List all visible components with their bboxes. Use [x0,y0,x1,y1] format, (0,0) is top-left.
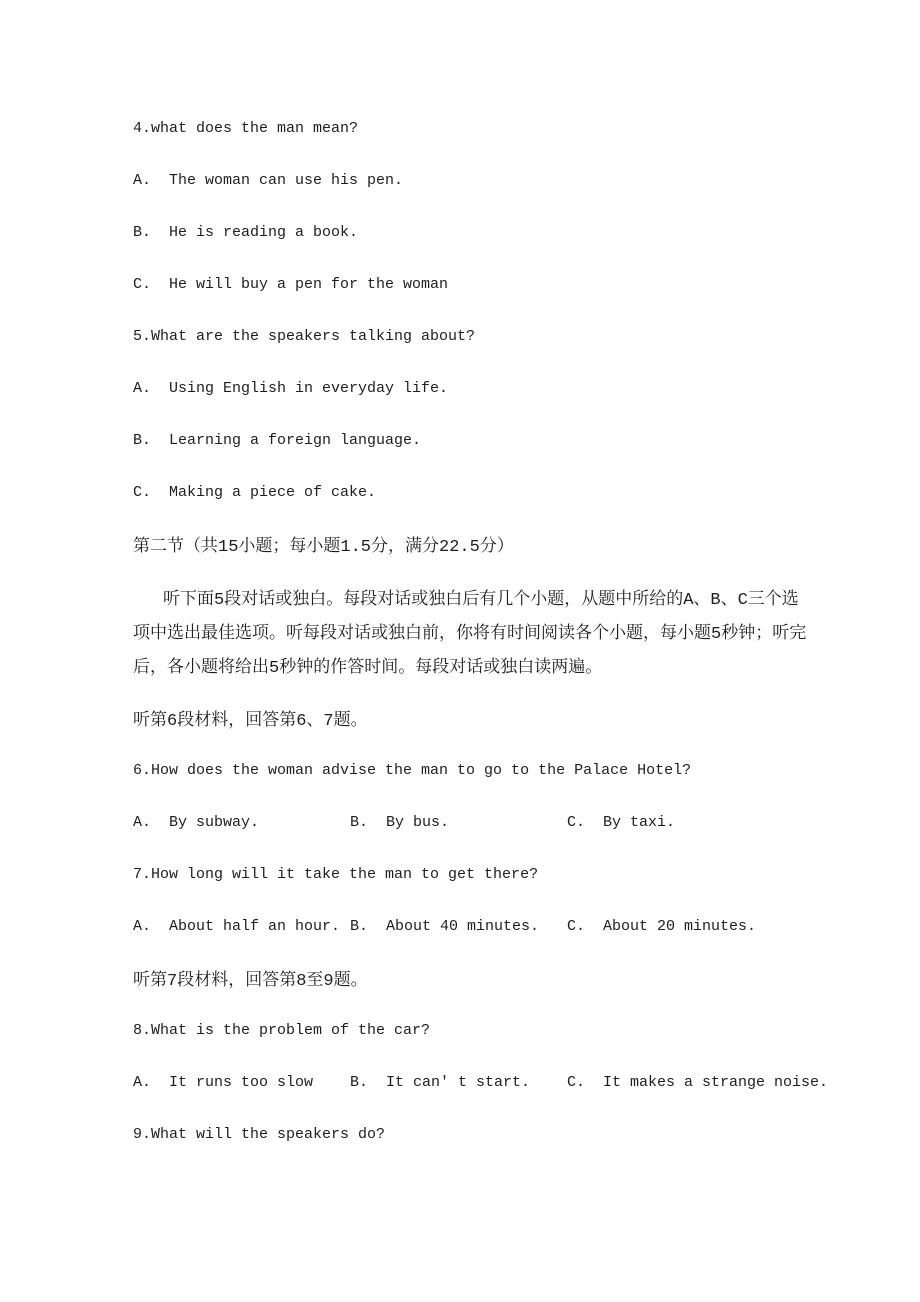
question-8-option-b: B. It can' t start. [350,1073,531,1091]
question-5-option-a: A. Using English in everyday life. [133,379,449,397]
section-2-instructions-line-1: 听下面5段对话或独白。每段对话或独白后有几个小题，从题中所给的A、B、C三个选 [163,591,799,610]
question-4-option-a: A. The woman can use his pen. [133,171,404,189]
question-7-option-c: C. About 20 minutes. [567,917,757,935]
question-4-option-b: B. He is reading a book. [133,223,359,241]
question-6-option-b: B. By bus. [350,813,450,831]
question-7-option-b: B. About 40 minutes. [350,917,540,935]
question-6-text: 6.How does the woman advise the man to go to the Palace Hotel? [133,761,692,779]
question-9-text: 9.What will the speakers do? [133,1125,386,1143]
question-8-text: 8.What is the problem of the car? [133,1021,431,1039]
question-8-options-row [133,1056,920,1108]
material-6-prompt: 听第6段材料，回答第6、7题。 [133,712,368,731]
section-2-heading: 第二节（共15小题；每小题1.5分，满分22.5分） [133,538,514,557]
question-7-text: 7.How long will it take the man to get there? [133,865,539,883]
question-4-option-c: C. He will buy a pen for the woman [133,275,449,293]
question-5-option-c: C. Making a piece of cake. [133,483,377,501]
material-7-prompt: 听第7段材料，回答第8至9题。 [133,972,368,991]
question-5-option-b: B. Learning a foreign language. [133,431,422,449]
spacer [133,682,920,692]
question-4-text: 4.what does the man mean? [133,119,359,137]
question-6-options-row [133,796,920,848]
section-2-instructions-line-2: 项中选出最佳选项。听每段对话或独白前，你将有时间阅读各个小题，每小题5秒钟；听完 [133,625,807,644]
spacer [133,570,920,580]
question-7-options-row [133,900,920,952]
question-6-option-c: C. By taxi. [567,813,676,831]
question-6-option-a: A. By subway. [133,813,260,831]
section-2-instructions-line-3: 后，各小题将给出5秒钟的作答时间。每段对话或独白读两遍。 [133,659,603,678]
question-8-option-a: A. It runs too slow [133,1073,314,1091]
question-5-text: 5.What are the speakers talking about? [133,327,476,345]
question-8-option-c: C. It makes a strange noise. [567,1073,829,1091]
question-7-option-a: A. About half an hour. [133,917,341,935]
